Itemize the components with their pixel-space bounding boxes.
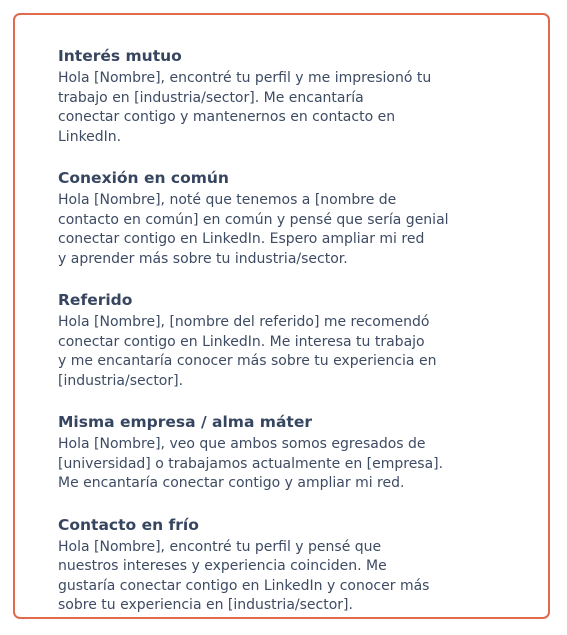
template-line: conectar contigo y mantenernos en contacto en bbox=[58, 109, 396, 125]
template-line: conectar contigo en LinkedIn. Espero ampliar mi red bbox=[58, 231, 425, 247]
template-line: [industria/sector]. bbox=[58, 372, 184, 389]
templates-list bbox=[58, 46, 478, 616]
template-mutual-connection bbox=[58, 168, 478, 269]
template-body bbox=[58, 313, 478, 391]
template-body bbox=[58, 191, 478, 269]
template-line: Hola [Nombre], noté que tenemos a [nombre de bbox=[58, 192, 397, 208]
template-title: Conexión en común bbox=[58, 169, 229, 187]
template-title: Misma empresa / alma máter bbox=[58, 413, 312, 431]
template-line: conectar contigo en LinkedIn. Me interesa tu trabajo bbox=[58, 333, 425, 350]
template-mutual-interest bbox=[58, 46, 478, 147]
template-same-company bbox=[58, 412, 478, 494]
template-body bbox=[58, 69, 478, 147]
template-line: y me encantaría conocer más sobre tu experiencia en bbox=[58, 353, 437, 369]
template-line: Hola [Nombre], veo que ambos somos egresados de bbox=[58, 436, 426, 452]
template-cold-contact bbox=[58, 515, 478, 616]
template-line: Hola [Nombre], [nombre del referido] me recomendó bbox=[58, 314, 430, 330]
template-line: Me encantaría conectar contigo y ampliar mi red. bbox=[58, 475, 405, 491]
template-line: nuestros intereses y experiencia coinciden. Me bbox=[58, 558, 387, 574]
template-line: Hola [Nombre], encontré tu perfil y pensé que bbox=[58, 538, 382, 555]
template-body bbox=[58, 435, 478, 494]
template-line: LinkedIn. bbox=[58, 128, 122, 145]
template-line: contacto en común] en común y pensé que sería genial bbox=[58, 211, 449, 228]
template-title: Contacto en frío bbox=[58, 515, 199, 534]
template-line: y aprender más sobre tu industria/sector. bbox=[58, 250, 348, 267]
template-line: trabajo en [industria/sector]. Me encantaría bbox=[58, 89, 364, 106]
template-referral bbox=[58, 290, 478, 391]
template-body bbox=[58, 538, 478, 616]
template-line: [universidad] o trabajamos actualmente en [empresa]. bbox=[58, 455, 444, 472]
template-line: Hola [Nombre], encontré tu perfil y me impresionó tu bbox=[58, 70, 432, 86]
message-templates-card bbox=[13, 13, 550, 619]
template-line: sobre tu experiencia en [industria/sector]. bbox=[58, 597, 353, 613]
template-title: Referido bbox=[58, 291, 133, 309]
template-line: gustaría conectar contigo en LinkedIn y conocer más bbox=[58, 577, 430, 594]
template-title: Interés mutuo bbox=[58, 47, 182, 65]
